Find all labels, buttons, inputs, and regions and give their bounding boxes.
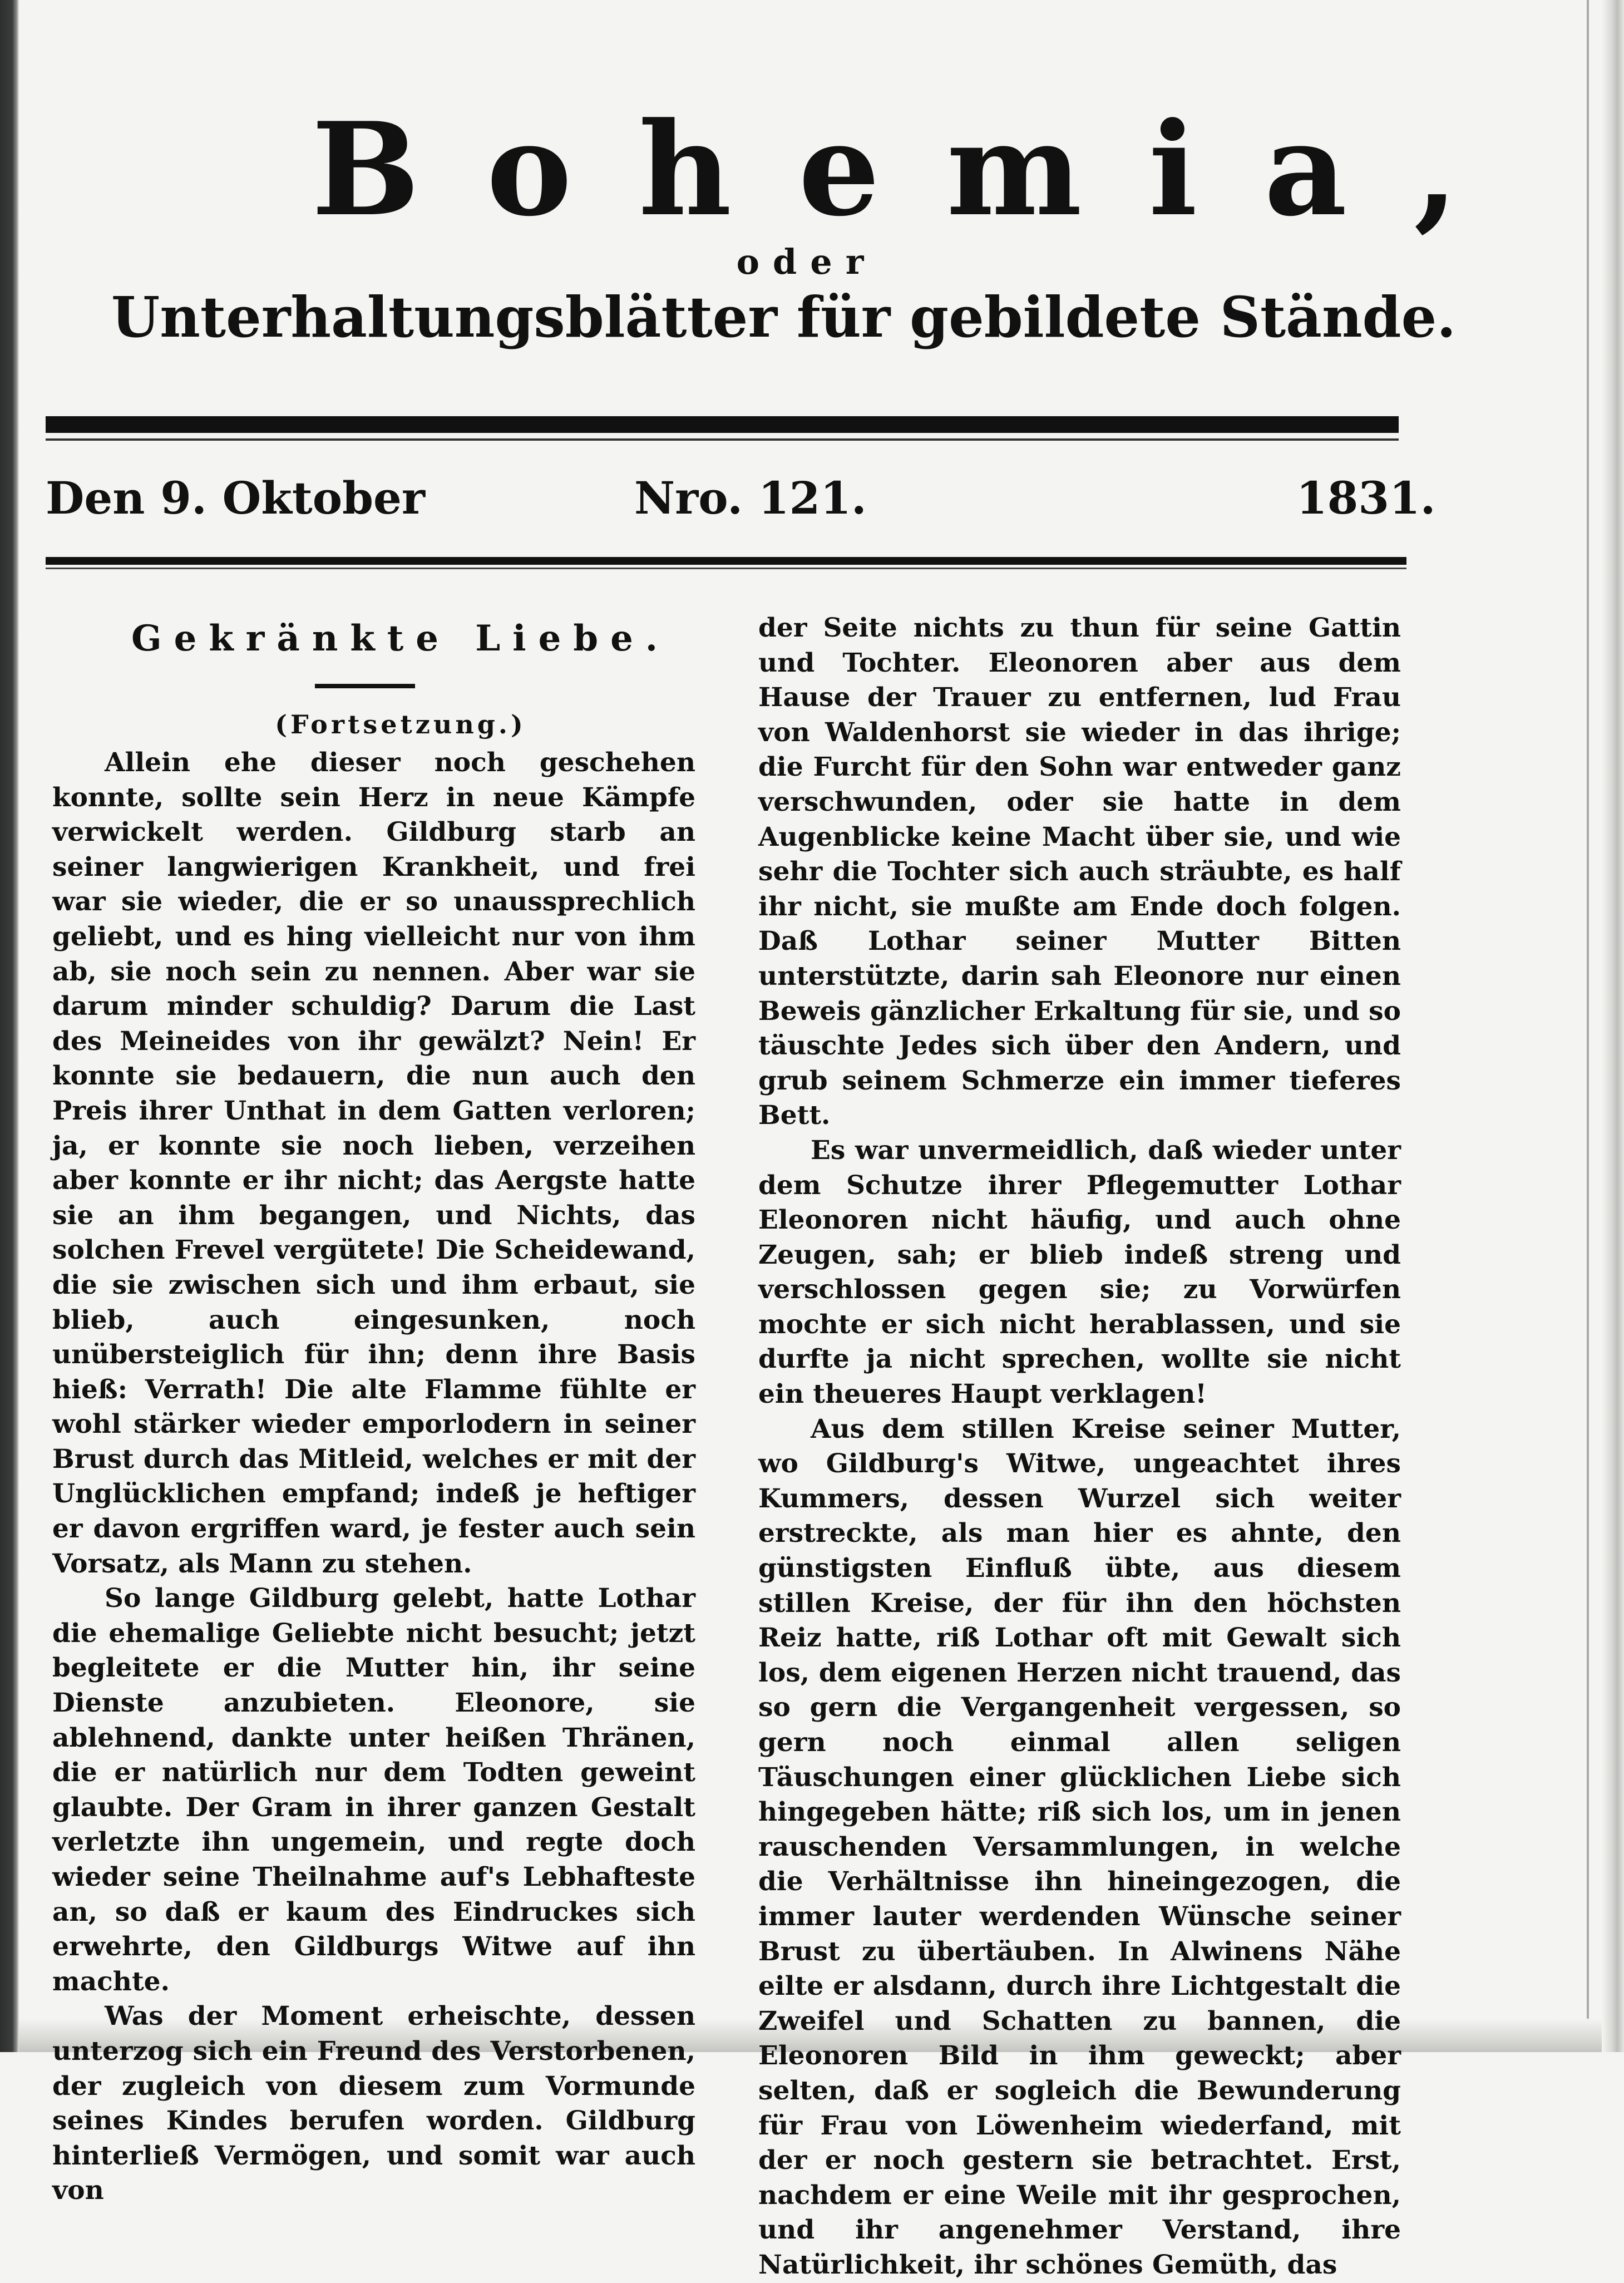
article-column-right [758,611,1401,2283]
masthead-rule-bottom [46,557,1406,565]
paragraph: Es war unvermeidlich, daß wieder unter dem Schutze ihrer Pflegemutter Lothar Eleonoren nicht häufig, und auch ohne Zeugen, sah; er blieb indeß streng und verschlossen gegen sie; zu Vorwürfen mochte er sich nicht herablassen, und sie durfte ja nicht sprechen, wollte sie nicht ein theueres Haupt verklagen! [758,1135,1401,1410]
issue-year: 1831. [1296,472,1436,524]
article-column-left [52,746,695,2208]
article-title: Gekränkte Liebe. [131,618,670,659]
masthead-connector: oder [736,241,877,282]
masthead-rule-top [46,416,1399,433]
article-continuation-note: (Fortsetzung.) [275,709,526,739]
paragraph: Allein ehe dieser noch geschehen konnte, sollte sein Herz in neue Kämpfe verwickelt werden. Gildburg starb an seiner langwierigen Krankheit, und frei war sie wieder, die er so unaussprechlich geliebt, und es hing vielleicht nur von ihm ab, sie noch sein zu nennen. Aber war sie darum minder schuldig? Darum die Last des Meineides von ihr gewälzt? Nein! Er konnte sie bedauern, die nun auch den Preis ihrer Unthat in dem Gatten verloren; ja, er konnte sie noch lieben, verzeihen aber konnte er ihr nicht; das Aergste hatte sie an ihm begangen, und Nichts, das solchen Frevel vergütete! Die Scheidewand, die sie zwischen sich und ihm erbaut, sie blieb, auch eingesunken, noch unübersteiglich für ihn; denn ihre Basis hieß: Verrath! Die alte Flamme fühlte er wohl stärker wieder emporlodern in seiner Brust durch das Mitleid, welches er mit der Unglücklichen empfand; indeß je heftiger er davon ergriffen ward, je fester auch sein Vorsatz, als Mann zu stehen. [52,747,695,1579]
paragraph: So lange Gildburg gelebt, hatte Lothar die ehemalige Geliebte nicht besucht; jetzt begleitete er die Mutter hin, ihr seine Dienste anzubieten. Eleonore, sie ablehnend, dankte unter heißen Thränen, die er natürlich nur dem Todten geweint glaubte. Der Gram in ihrer ganzen Gestalt verletzte ihn ungemein, und regte doch wieder seine Theilnahme auf's Lebhafteste an, so daß er kaum des Eindruckes sich erwehrte, den Gildburgs Witwe auf ihn machte. [52,1583,695,1997]
paragraph: der Seite nichts zu thun für seine Gattin und Tochter. Eleonoren aber aus dem Hause der Trauer zu entfernen, lud Frau von Waldenhorst sie wieder in das ihrige; die Furcht für den Sohn war entweder ganz verschwunden, oder sie hatte in dem Augenblicke keine Macht über sie, und wie sehr die Tochter sich auch sträubte, es half ihr nicht, sie mußte am Ende doch folgen. Daß Lothar seiner Mutter Bitten unterstützte, darin sah Eleonore nur einen Beweis gänzlicher Erkaltung für sie, und so täuschte Jedes sich über den Andern, und grub seinem Schmerze ein immer tieferes Bett. [758,613,1401,1131]
page-right-edge [1602,0,1624,2052]
paragraph: Aus dem stillen Kreise seiner Mutter, wo Gildburg's Witwe, ungeachtet ihres Kummers, dessen Wurzel sich weiter erstreckte, als man hier es ahnte, den günstigsten Einfluß übte, aus diesem stillen Kreise, der für ihn den höchsten Reiz hatte, riß Lothar oft mit Gewalt sich los, dem eigenen Herzen nicht trauend, das so gern die Vergangenheit vergessen, so gern noch einmal allen seligen Täuschungen einer glücklichen Liebe sich hingegeben hätte; riß sich los, um in jenen rauschenden Versammlungen, in welche die Verhältnisse ihn hineingezogen, die immer lauter werdenden Wünsche seiner Brust zu übertäuben. In Alwinens Nähe eilte er alsdann, durch ihre Lichtgestalt die Zweifel und Schatten zu bannen, die Eleonoren Bild in ihm geweckt; aber selten, daß er sogleich die Bewunderung für Frau von Löwenheim wiederfand, mit der er noch gestern sie betrachtet. Erst, nachdem er eine Weile mit ihr gesprochen, und ihr angenehmer Verstand, ihre Natürlichkeit, ihr schönes Gemüth, das [758,1413,1401,2280]
binding-edge [0,0,19,2052]
page-right-rule [1587,0,1589,2052]
issue-date: Den 9. Oktober [46,472,426,524]
masthead-rule-bottom-fine [46,568,1406,569]
masthead-rule-top-fine [46,438,1399,441]
paragraph: Was der Moment erheischte, dessen unterzog sich ein Freund des Verstorbenen, der zugleich von diesem zum Vormunde seines Kindes berufen worden. Gildburg hinterließ Vermögen, und somit war auch von [52,2001,695,2206]
masthead-subtitle: Unterhaltungsblätter für gebildete Stände. [111,284,1457,350]
masthead-title: Bohemia, [312,95,1526,245]
article-title-divider [315,684,415,688]
issue-number: Nro. 121. [634,472,867,524]
